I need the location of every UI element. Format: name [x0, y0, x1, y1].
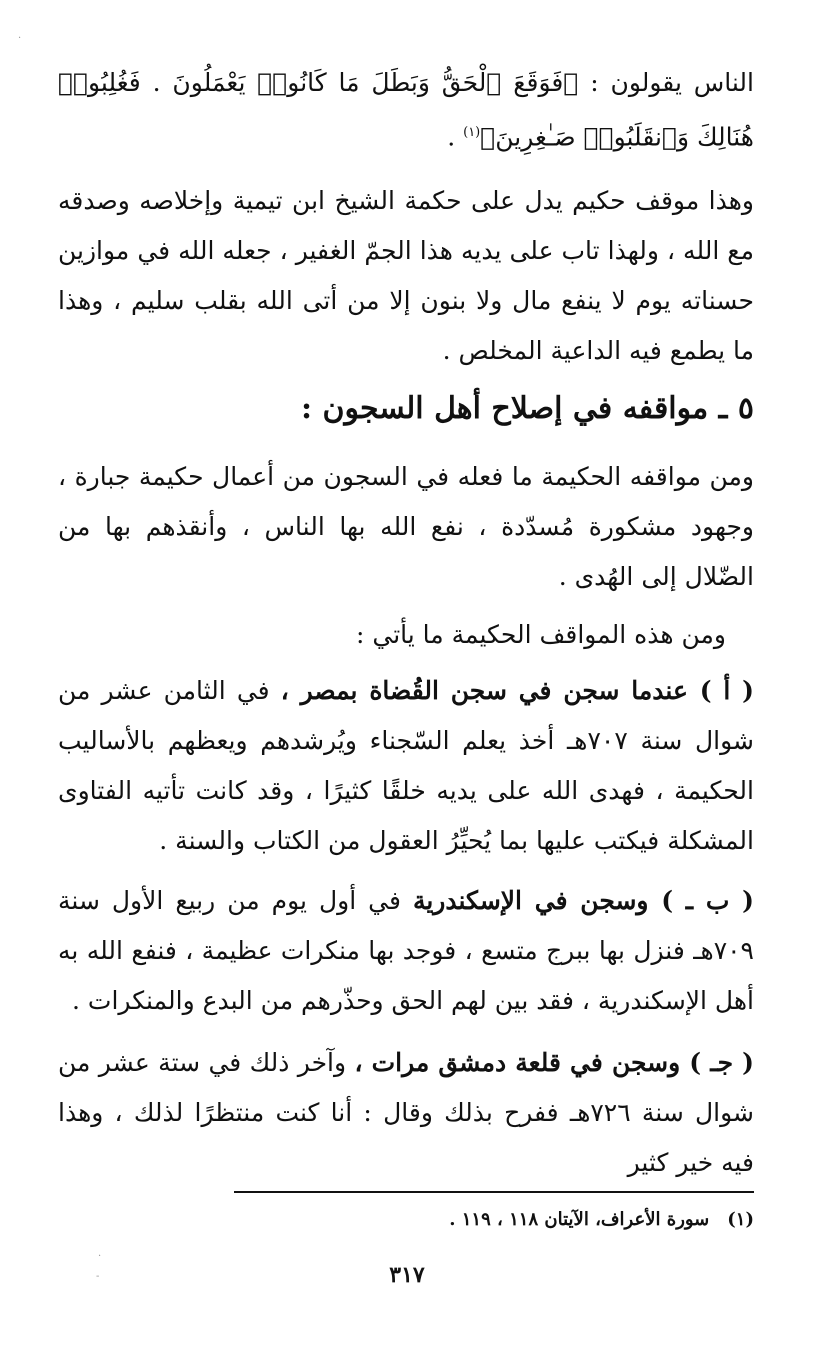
paragraph-text: ومن مواقفه الحكيمة ما فعله في السجون من أعمال حكيمة جبارة ، وجهود مشكورة مُسدّدة ، نفع الله بها الناس ، وأنقذهم بها من الضّلال إلى الهُدى . — [58, 462, 754, 591]
list-item-text: في الثامن عشر من شوال سنة ٧٠٧هـ أخذ يعلم السّجناء ويُرشدهم ويعظهم بالأساليب الحكيمة ، فهدى الله على يديه خلقًا كثيرًا ، وقد كانت تأتيه الفتاوى المشكلة فيكتب عليها بما يُحيِّرُ العقول من الكتاب والسنة . — [58, 676, 754, 855]
paragraph-quran-quote — [58, 58, 754, 162]
scan-speck: · — [98, 1251, 102, 1262]
scan-speck: · — [18, 33, 22, 44]
page-number: ٣١٧ — [389, 1262, 425, 1288]
list-item-text: في أول يوم من ربيع الأول سنة ٧٠٩هـ فنزل بها ببرج متسع ، فوجد بها منكرات عظيمة ، فنفع الله به أهل الإسكندرية ، فقد بين لهم الحق وحذّرهم من البدع والمنكرات . — [58, 886, 754, 1015]
list-item-lead: ( ب ـ ) وسجن في الإسكندرية — [412, 886, 754, 915]
paragraph-text: الناس يقولون : ﴿فَوَقَعَ ٱلْحَقُّ وَبَطَلَ مَا كَانُوا۟ يَعْمَلُونَ . فَغُلِبُوا۟ هُنَالِكَ وَٱنقَلَبُوا۟ صَـٰغِرِينَ﴾ — [58, 68, 754, 152]
footnote-reference: (١) — [463, 125, 481, 140]
list-item-lead: ( أ ) عندما سجن في سجن القُضاة بمصر ، — [280, 676, 755, 705]
footnote — [58, 1205, 754, 1235]
footnote-text: سورة الأعراف، الآيتان ١١٨ ، ١١٩ . — [449, 1209, 710, 1230]
paragraph-end: . — [447, 122, 464, 152]
paragraph-text: ومن هذه المواقف الحكيمة ما يأتي : — [356, 620, 726, 649]
list-item-b — [58, 876, 754, 1026]
paragraph-list-intro — [58, 610, 754, 660]
footnote-divider — [234, 1191, 754, 1193]
section-heading: ٥ ـ مواقفه في إصلاح أهل السجون : — [300, 391, 754, 426]
footnote-number: (١) — [727, 1209, 754, 1230]
paragraph-text: وهذا موقف حكيم يدل على حكمة الشيخ ابن تيمية وإخلاصه وصدقه مع الله ، ولهذا تاب على يديه هذا الجمّ الغفير ، جعله الله في موازين حسناته يوم لا ينفع مال ولا بنون إلا من أتى الله بقلب سليم ، وهذا ما يطمع فيه الداعية المخلص . — [58, 186, 754, 365]
paragraph-commentary — [58, 176, 754, 376]
scan-speck: ‑ — [96, 1271, 100, 1282]
list-item-text: وآخر ذلك في ستة عشر من شوال سنة ٧٢٦هـ ففرح بذلك وقال : أنا كنت منتظرًا لذلك ، وهذا فيه خير كثير — [58, 1048, 754, 1177]
list-item-c — [58, 1038, 754, 1188]
list-item-a — [58, 666, 754, 866]
paragraph-intro — [58, 452, 754, 602]
list-item-lead: ( جـ ) وسجن في قلعة دمشق مرات ، — [354, 1048, 754, 1077]
